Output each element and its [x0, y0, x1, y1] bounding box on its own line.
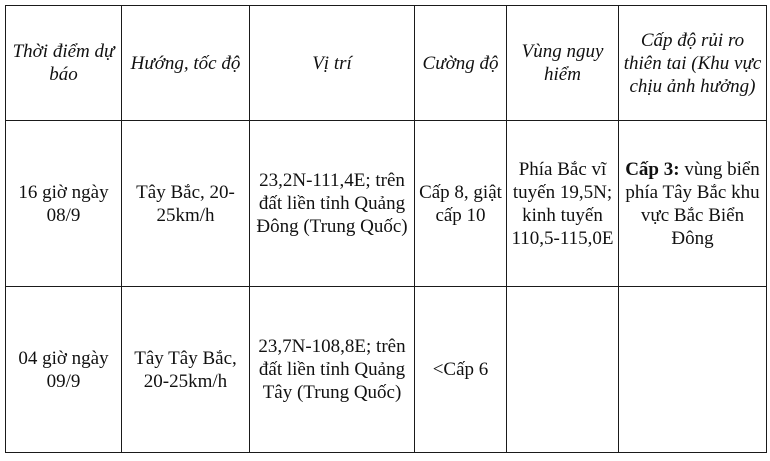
cell-direction-speed: Tây Tây Bắc, 20-25km/h [122, 287, 250, 453]
risk-level-text: vùng biển phía Tây Bắc khu vực Bắc Biển Đông [625, 158, 760, 249]
header-position: Vị trí [250, 6, 415, 121]
cell-time: 04 giờ ngày 09/9 [6, 287, 122, 453]
cell-direction-speed: Tây Bắc, 20-25km/h [122, 121, 250, 287]
header-risk-level: Cấp độ rủi ro thiên tai (Khu vực chịu ảnh hưởng) [619, 6, 767, 121]
header-intensity: Cường độ [415, 6, 507, 121]
cell-intensity: Cấp 8, giật cấp 10 [415, 121, 507, 287]
cell-position: 23,2N-111,4E; trên đất liền tỉnh Quảng Đông (Trung Quốc) [250, 121, 415, 287]
table-row [6, 121, 767, 287]
header-direction-speed: Hướng, tốc độ [122, 6, 250, 121]
cell-intensity: <Cấp 6 [415, 287, 507, 453]
cell-risk-level [619, 287, 767, 453]
risk-level-label: Cấp 3: [625, 158, 680, 180]
cell-risk-level [619, 121, 767, 287]
cell-danger-zone: Phía Bắc vĩ tuyến 19,5N; kinh tuyến 110,5-115,0E [507, 121, 619, 287]
cell-position: 23,7N-108,8E; trên đất liền tỉnh Quảng Tây (Trung Quốc) [250, 287, 415, 453]
cell-time: 16 giờ ngày 08/9 [6, 121, 122, 287]
table-header-row [6, 6, 767, 121]
cell-danger-zone [507, 287, 619, 453]
header-danger-zone: Vùng nguy hiểm [507, 6, 619, 121]
forecast-table [5, 5, 767, 453]
table-row [6, 287, 767, 453]
header-forecast-time: Thời điểm dự báo [6, 6, 122, 121]
